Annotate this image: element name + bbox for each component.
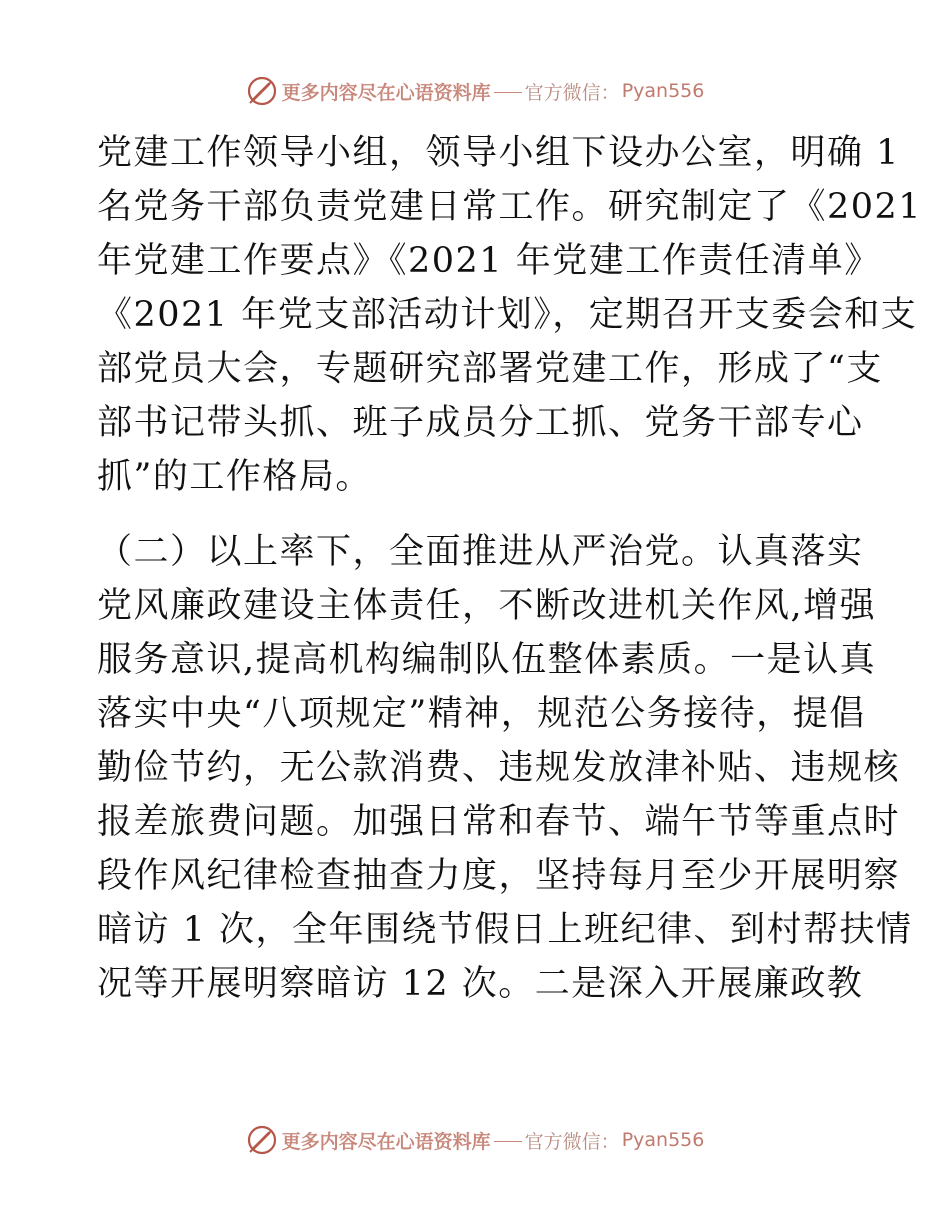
- paragraph: [97, 525, 913, 1011]
- text-line: 落实中央“八项规定”精神，规范公务接待，提倡: [97, 694, 866, 734]
- quill-seal-icon: [246, 1124, 278, 1156]
- separator-dash: [494, 1141, 522, 1142]
- text-line: （二）以上率下，全面推进从严治党。认真落实: [97, 532, 864, 572]
- text-line: 党建工作领导小组，领导小组下设办公室，明确 1: [97, 133, 900, 173]
- text-line: 服务意识,提高机构编制队伍整体素质。一是认真: [97, 640, 877, 680]
- text-line: 部党员大会，专题研究部署党建工作，形成了“支: [97, 349, 883, 389]
- wechat-account: Pyan556: [621, 80, 705, 102]
- text-line: 报差旅费问题。加强日常和春节、端午节等重点时: [97, 802, 901, 842]
- wechat-account: Pyan556: [621, 1129, 705, 1151]
- text-line: 《2021 年党支部活动计划》，定期召开支委会和支: [97, 295, 918, 335]
- promo-text: 更多内容尽在心语资料库: [281, 81, 491, 104]
- text-line: 抓”的工作格局。: [97, 457, 372, 497]
- text-line: 勤俭节约，无公款消费、违规发放津补贴、违规核: [97, 748, 901, 788]
- text-line: 况等开展明察暗访 12 次。二是深入开展廉政教: [97, 964, 864, 1004]
- wechat-label: 官方微信：: [524, 1130, 620, 1153]
- text-line: 暗访 1 次，全年围绕节假日上班纪律、到村帮扶情: [97, 910, 913, 950]
- text-line: 段作风纪律检查抽查力度，坚持每月至少开展明察: [97, 856, 901, 896]
- text-line: 年党建工作要点》《2021 年党建工作责任清单》: [97, 241, 881, 281]
- quill-seal-icon: [246, 75, 278, 107]
- text-line: 部书记带头抓、班子成员分工抓、党务干部专心: [97, 403, 864, 443]
- paragraph-gap: [97, 504, 857, 525]
- paragraph: [97, 126, 923, 504]
- text-line: 名党务干部负责党建日常工作。研究制定了《2021: [97, 187, 923, 227]
- promo-text: 更多内容尽在心语资料库: [281, 1130, 491, 1153]
- footer-banner: [0, 1120, 950, 1160]
- text-line: 党风廉政建设主体责任，不断改进机关作风,增强: [97, 586, 877, 626]
- document-body: [97, 126, 923, 1011]
- header-banner: [0, 71, 950, 111]
- separator-dash: [494, 92, 522, 93]
- wechat-label: 官方微信：: [524, 81, 620, 104]
